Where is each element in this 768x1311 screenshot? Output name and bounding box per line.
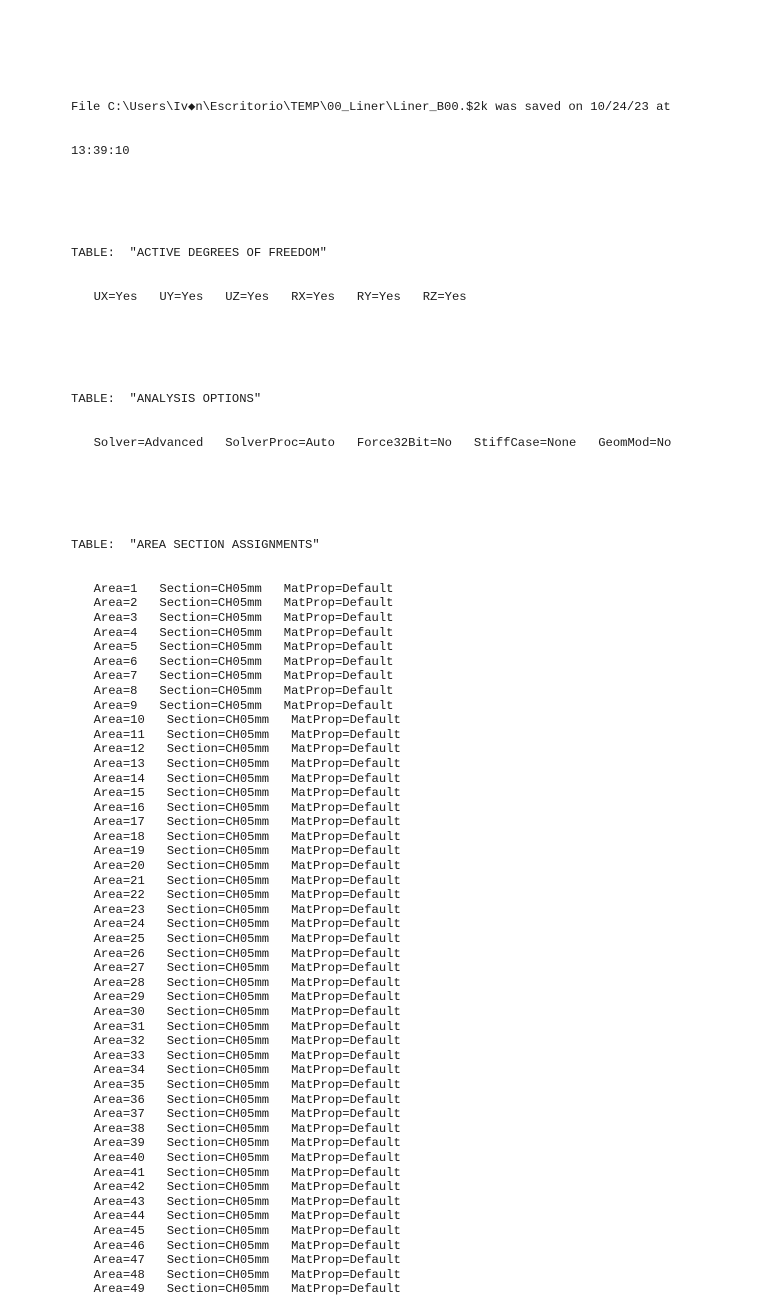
table-row: Area=44 Section=CH05mm MatProp=Default: [93, 1209, 401, 1224]
table-row: Area=34 Section=CH05mm MatProp=Default: [93, 1063, 401, 1078]
table-row: Area=14 Section=CH05mm MatProp=Default: [93, 771, 401, 786]
table-row: Area=31 Section=CH05mm MatProp=Default: [93, 1019, 401, 1034]
table-row: Area=27 Section=CH05mm MatProp=Default: [93, 961, 401, 976]
table-row: Area=17 Section=CH05mm MatProp=Default: [93, 815, 401, 830]
table-row: Area=45 Section=CH05mm MatProp=Default: [93, 1223, 401, 1238]
table-row: Area=7 Section=CH05mm MatProp=Default: [93, 669, 394, 684]
table-row: Area=28 Section=CH05mm MatProp=Default: [93, 975, 401, 990]
document-page: [71, 71, 751, 1311]
table-row: Area=29 Section=CH05mm MatProp=Default: [93, 990, 401, 1005]
table-row: Area=43 Section=CH05mm MatProp=Default: [93, 1194, 401, 1209]
table-row: Area=9 Section=CH05mm MatProp=Default: [93, 698, 394, 713]
table-title-area-section-assignments: TABLE: "AREA SECTION ASSIGNMENTS": [71, 538, 320, 552]
table-row: Area=6 Section=CH05mm MatProp=Default: [93, 654, 394, 669]
area-section-rows: [71, 582, 751, 1297]
table-row: Area=8 Section=CH05mm MatProp=Default: [93, 683, 394, 698]
table-row: Area=47 Section=CH05mm MatProp=Default: [93, 1253, 401, 1268]
table-row: Area=18 Section=CH05mm MatProp=Default: [93, 829, 401, 844]
table-row: Solver=Advanced SolverProc=Auto Force32Bit=No StiffCase=None GeomMod=No: [93, 435, 672, 450]
table-row: Area=32 Section=CH05mm MatProp=Default: [93, 1034, 401, 1049]
table-row: UX=Yes UY=Yes UZ=Yes RX=Yes RY=Yes RZ=Yes: [93, 289, 467, 304]
table-row: Area=10 Section=CH05mm MatProp=Default: [93, 713, 401, 728]
table-row: Area=1 Section=CH05mm MatProp=Default: [93, 581, 394, 596]
table-row: Area=36 Section=CH05mm MatProp=Default: [93, 1092, 401, 1107]
table-row: Area=16 Section=CH05mm MatProp=Default: [93, 800, 401, 815]
table-row: Area=35 Section=CH05mm MatProp=Default: [93, 1077, 401, 1092]
table-row: Area=42 Section=CH05mm MatProp=Default: [93, 1180, 401, 1195]
table-row: Area=33 Section=CH05mm MatProp=Default: [93, 1048, 401, 1063]
file-header-line-2: 13:39:10: [71, 143, 130, 158]
table-row: Area=26 Section=CH05mm MatProp=Default: [93, 946, 401, 961]
table-row: Area=46 Section=CH05mm MatProp=Default: [93, 1238, 401, 1253]
table-title-analysis-options: TABLE: "ANALYSIS OPTIONS": [71, 392, 262, 407]
table-row: Area=23 Section=CH05mm MatProp=Default: [93, 902, 401, 917]
table-row: Area=39 Section=CH05mm MatProp=Default: [93, 1136, 401, 1151]
blank-line: [71, 188, 751, 203]
table-row: Area=25 Section=CH05mm MatProp=Default: [93, 932, 401, 947]
table-row: Area=48 Section=CH05mm MatProp=Default: [93, 1267, 401, 1282]
table-row: Area=4 Section=CH05mm MatProp=Default: [93, 625, 394, 640]
table-row: Area=37 Section=CH05mm MatProp=Default: [93, 1107, 401, 1122]
blank-line: [71, 334, 751, 349]
table-row: Area=49 Section=CH05mm MatProp=Default: [93, 1282, 401, 1297]
table-row: Area=40 Section=CH05mm MatProp=Default: [93, 1150, 401, 1165]
table-row: Area=20 Section=CH05mm MatProp=Default: [93, 859, 401, 874]
table-row: Area=24 Section=CH05mm MatProp=Default: [93, 917, 401, 932]
table-row: Area=19 Section=CH05mm MatProp=Default: [93, 844, 401, 859]
table-row: Area=11 Section=CH05mm MatProp=Default: [93, 727, 401, 742]
table-row: Area=2 Section=CH05mm MatProp=Default: [93, 596, 394, 611]
table-row: Area=21 Section=CH05mm MatProp=Default: [93, 873, 401, 888]
table-row: Area=5 Section=CH05mm MatProp=Default: [93, 640, 394, 655]
table-row: Area=13 Section=CH05mm MatProp=Default: [93, 756, 401, 771]
table-row: Area=15 Section=CH05mm MatProp=Default: [93, 786, 401, 801]
table-row: Area=38 Section=CH05mm MatProp=Default: [93, 1121, 401, 1136]
file-header-line-1: File C:\Users\Iv◆n\Escritorio\TEMP\00_Liner\Liner_B00.$2k was saved on 10/24/23 at: [71, 100, 671, 115]
table-row: Area=12 Section=CH05mm MatProp=Default: [93, 742, 401, 757]
table-row: Area=3 Section=CH05mm MatProp=Default: [93, 610, 394, 625]
table-row: Area=41 Section=CH05mm MatProp=Default: [93, 1165, 401, 1180]
table-row: Area=30 Section=CH05mm MatProp=Default: [93, 1005, 401, 1019]
table-title-dof: TABLE: "ACTIVE DEGREES OF FREEDOM": [71, 246, 327, 261]
blank-line: [71, 480, 751, 495]
table-row: Area=22 Section=CH05mm MatProp=Default: [93, 888, 401, 903]
